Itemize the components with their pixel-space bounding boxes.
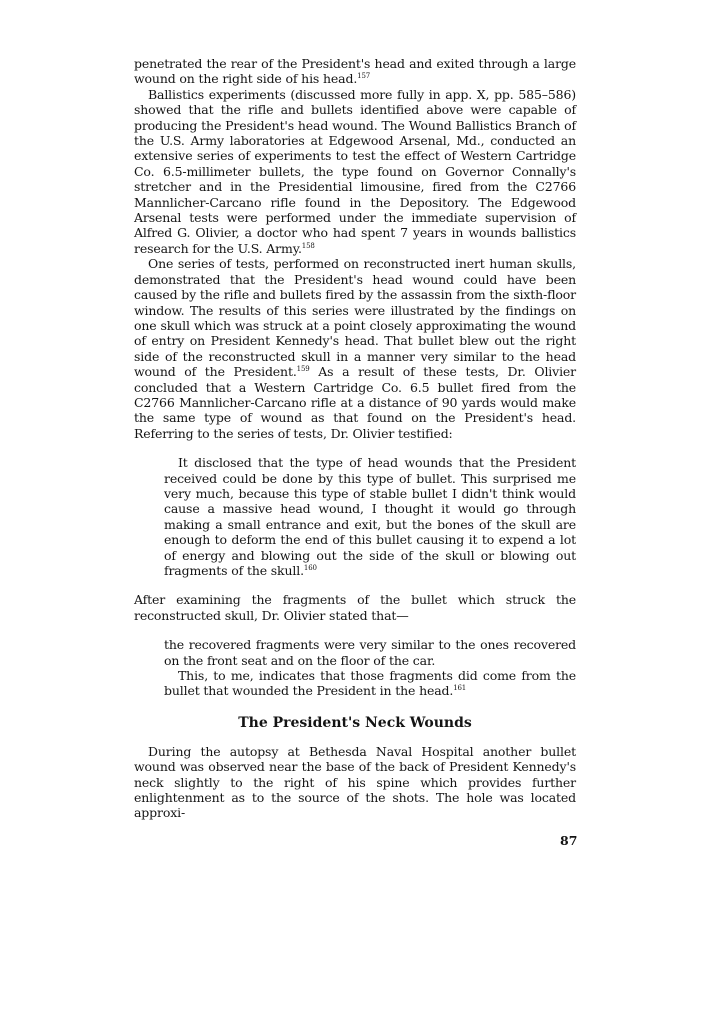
block-quote: the recovered fragments were very similar to the ones recovered on the front seat and on the floor of the car. — [164, 637, 576, 668]
footnote-reference: 159 — [296, 365, 310, 374]
body-paragraph: After examining the fragments of the bullet which struck the reconstructed skull, Dr. Olivier stated that— — [134, 592, 576, 623]
body-paragraph: One series of tests, performed on reconstructed inert human skulls, demonstrated that the President's head wound could have been caused by the rifle and bullets fired by the assassin from the sixth-floor window. The results of this series were illustrated by the findings on one skull which was struck at a point closely approximating the wound of entry on President Kennedy's head. That bullet blew out the right side of the reconstructed skull in a manner very similar to the head wound of the President.$^{159}$ As a result of these tests, Dr. Olivier concluded that a Western Cartridge Co. 6.5 bullet fired from the C2766 Mannlicher-Carcano rifle at a distance of 90 yards would make the same type of wound as that found on the President's head. Referring to the series of tests, Dr. Olivier testified: — [134, 256, 576, 441]
footnote-reference: 158 — [301, 241, 315, 250]
block-quote: This, to me, indicates that those fragments did come from the bullet that wounded the President in the head.$^{161}$ — [164, 668, 576, 699]
page-number: 87 — [560, 833, 578, 848]
body-paragraph: penetrated the rear of the President's head and exited through a large wound on the right side of his head.$^{157}$ — [134, 56, 576, 87]
footnote-reference: 161 — [453, 684, 467, 693]
footnote-reference: 160 — [303, 564, 317, 572]
section-heading: The President's Neck Wounds — [238, 714, 472, 731]
body-paragraph: Ballistics experiments (discussed more fully in app. X, pp. 585–586) showed that the rifle and bullets identified above were capable of producing the President's head wound. The Wound Ballistics Branch of the U.S. Army laboratories at Edgewood Arsenal, Md., conducted an extensive series of experiments to test the effect of Western Cartridge Co. 6.5-millimeter bullets, the type found on Governor Connally's stretcher and in the Presidential limousine, fired from the C2766 Mannlicher-Carcano rifle found in the Depository. The Edgewood Arsenal tests were performed under the immediate supervision of Alfred G. Olivier, a doctor who had spent 7 years in wounds ballistics research for the U.S. Army.$^{158}$ — [134, 86, 576, 256]
body-paragraph: During the autopsy at Bethesda Naval Hospital another bullet wound was observed near the base of the back of President Kennedy's neck slightly to the right of his spine which provides further enlightenment as to the source of the shots. The hole was located approxi- — [134, 743, 576, 821]
document-page — [134, 56, 576, 821]
block-quote: It disclosed that the type of head wounds that the President received could be done by this type of bullet. This surprised me very much, because this type of stable bullet I didn't think would cause a massive head wound, I thought it would go through making a small entrance and exit, but the bones of the skull are enough to deform the end of this bullet causing it to expend a lot of energy and blowing out the side of the skull or blowing out fragments of the skull.$^{160}$ — [164, 455, 576, 578]
footnote-reference: 157 — [357, 72, 371, 81]
